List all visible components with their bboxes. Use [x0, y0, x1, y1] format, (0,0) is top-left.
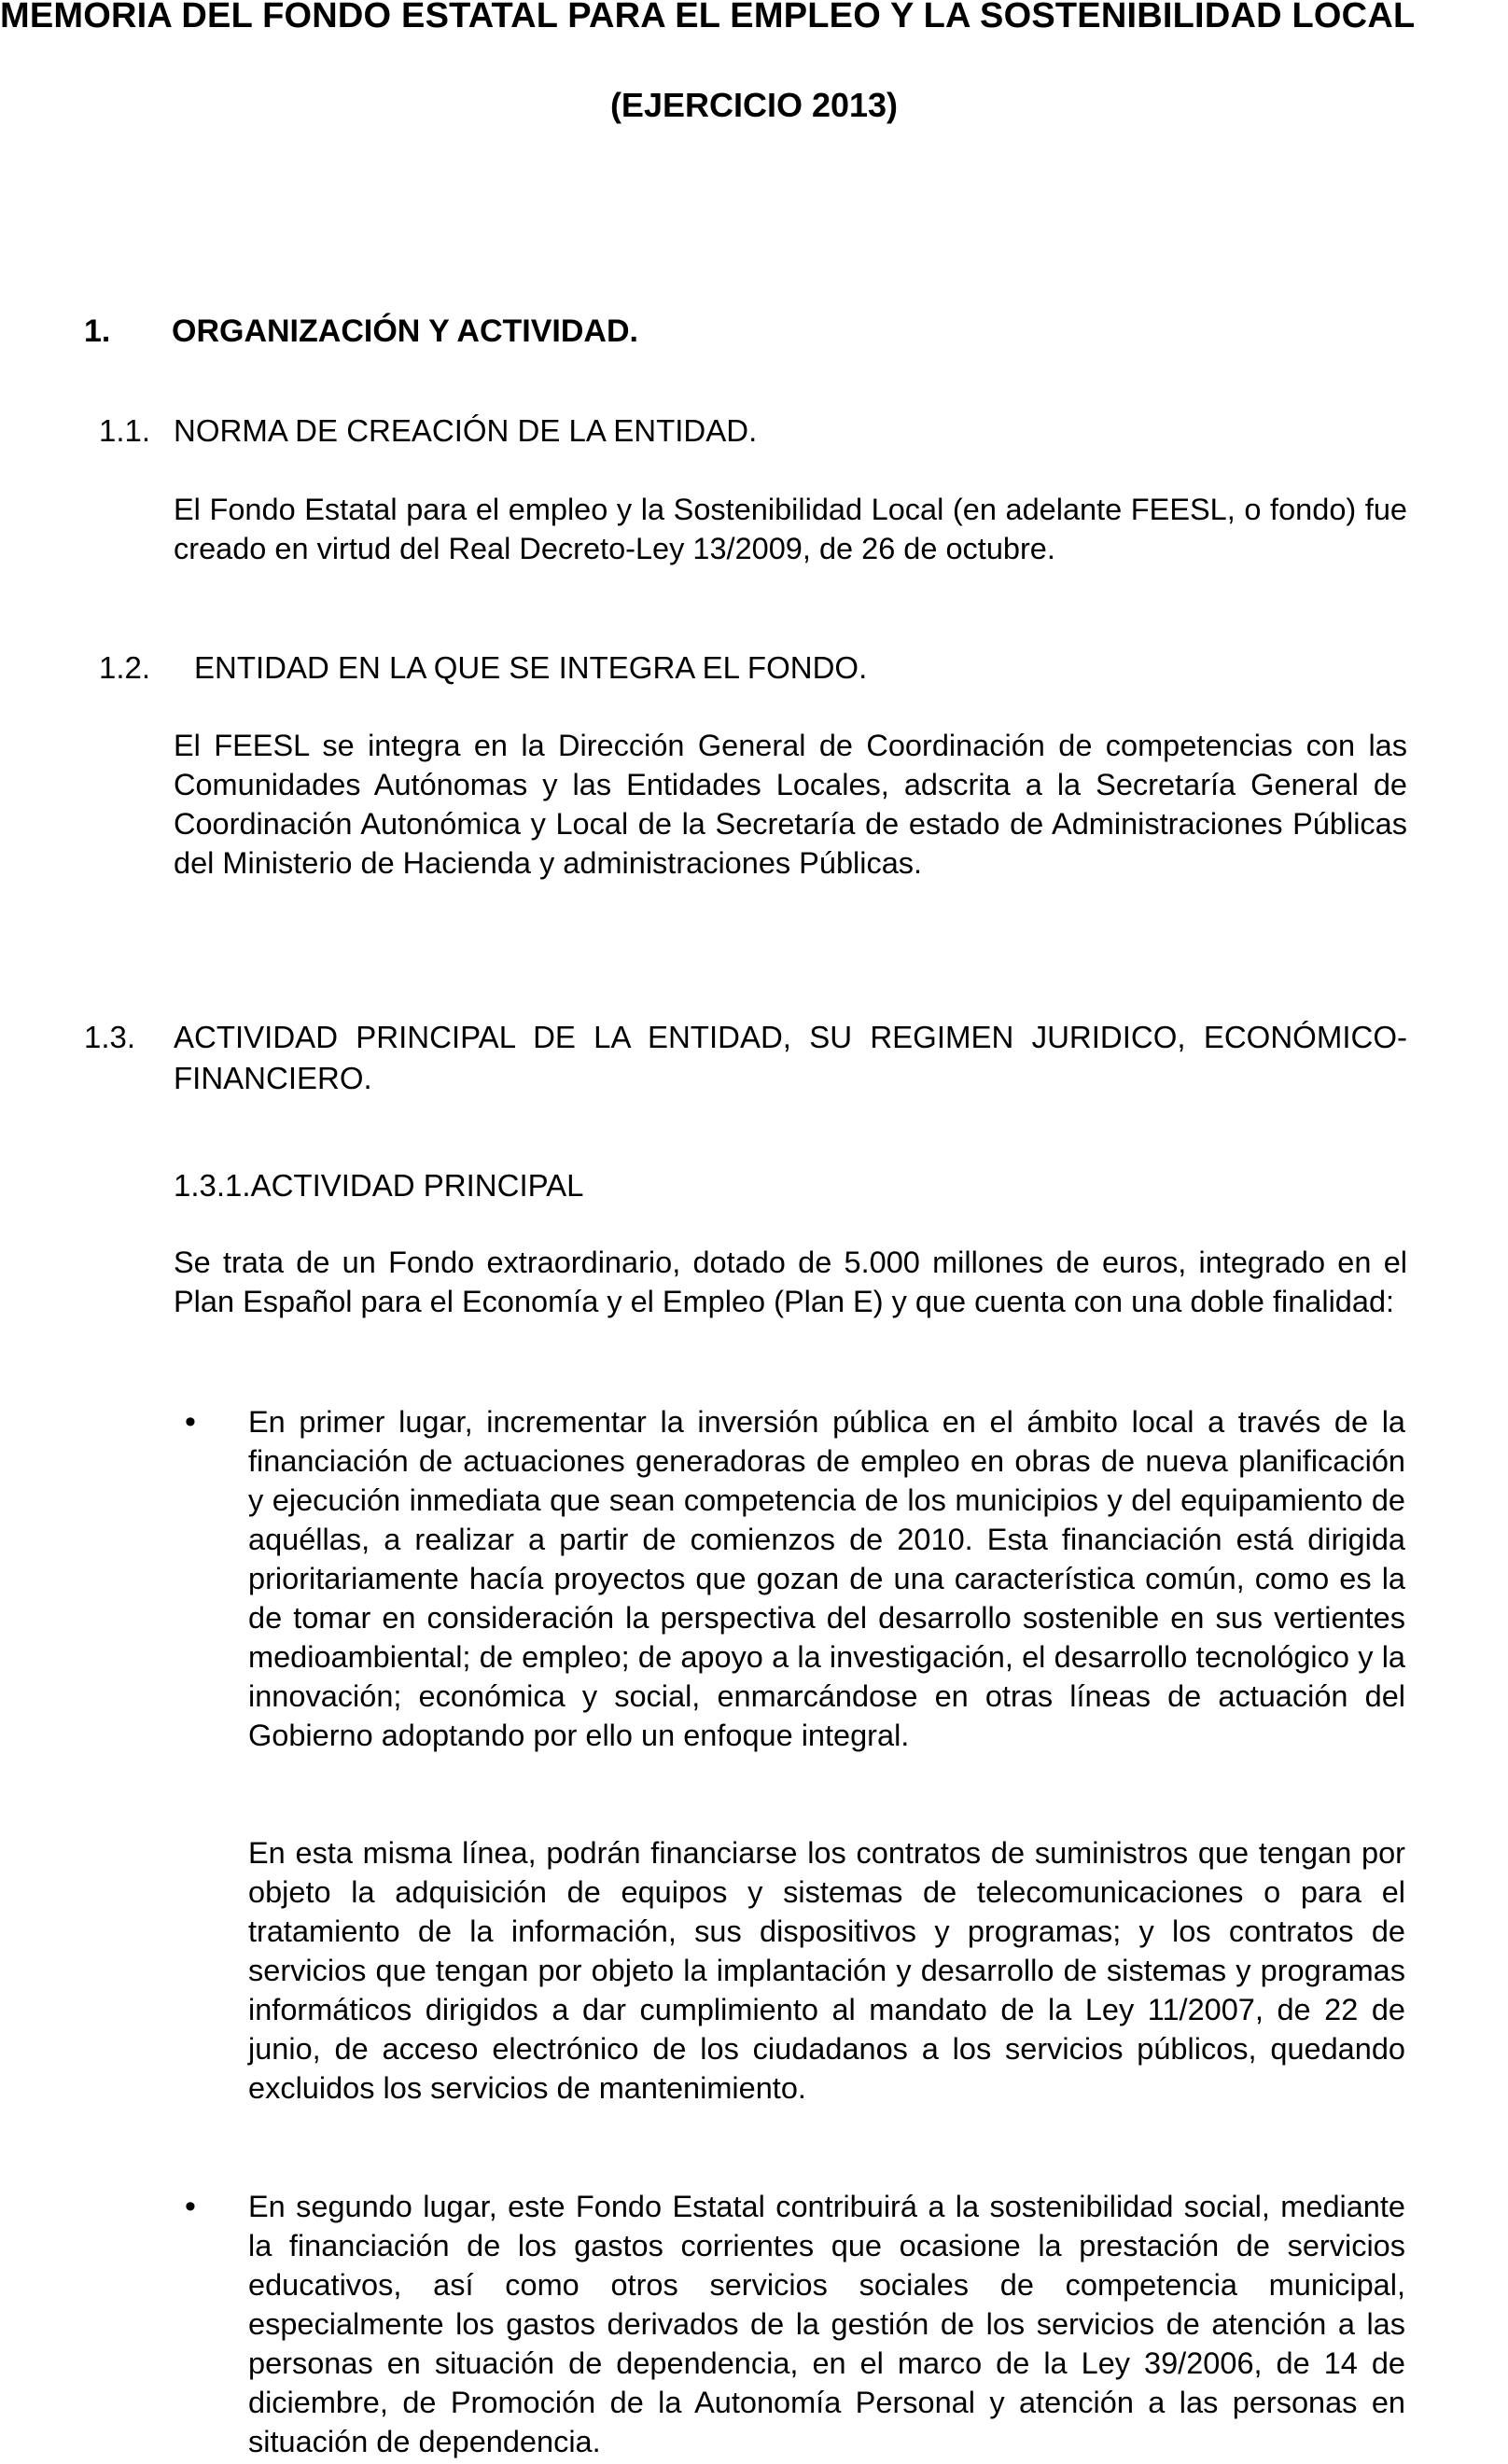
section-1-3-1-number: 1.3.1.	[174, 1168, 251, 1203]
bullet-1-marker: •	[185, 1404, 196, 1440]
section-1-2-number: 1.2.	[99, 650, 151, 685]
section-1-title: ORGANIZACIÓN Y ACTIVIDAD.	[172, 313, 638, 349]
section-1-3-1-title: ACTIVIDAD PRINCIPAL	[250, 1168, 584, 1203]
section-1-3-number: 1.3.	[84, 1020, 136, 1054]
section-1-1-heading	[99, 413, 757, 449]
section-1-number: 1.	[84, 313, 111, 349]
bullet-1-continuation: En esta misma línea, podrán financiarse los contratos de suministros que tengan por objeto la adquisición de equipos y sistemas de telecomunicaciones o para el tratamiento de la información, sus dispositivos y programas; y los contratos de servicios que tengan por objeto la implantación y desarrollo de sistemas y programas informáticos dirigidos a dar cumplimiento al mandato de la Ley 11/2007, de 22 de junio, de acceso electrónico de los ciudadanos a los servicios públicos, quedando excluidos los servicios de mantenimiento.	[248, 1836, 1405, 2105]
section-1-2-title: ENTIDAD EN LA QUE SE INTEGRA EL FONDO.	[194, 650, 868, 685]
section-1-3-1-heading	[174, 1168, 584, 1204]
section-1-3-title: ACTIVIDAD PRINCIPAL DE LA ENTIDAD, SU REGIMEN JURIDICO, ECONÓMICO-FINANCIERO.	[174, 1020, 1407, 1095]
section-1-2-paragraph: El FEESL se integra en la Dirección General de Coordinación de competencias con las Comunidades Autónomas y las Entidades Locales, adscrita a la Secretaría General de Coordinación Autonómica y Local de la Secretaría de estado de Administraciones Públicas del Ministerio de Hacienda y administraciones Públicas.	[174, 729, 1407, 880]
section-1-3-heading	[84, 1017, 1407, 1099]
bullet-1-text: En primer lugar, incrementar la inversión pública en el ámbito local a través de la financiación de actuaciones generadoras de empleo en obras de nueva planificación y ejecución inmediata que sean competencia de los municipios y del equipamiento de aquéllas, a realizar a partir de comienzos de 2010. Esta financiación está dirigida prioritariamente hacía proyectos que gozan de una característica común, como es la de tomar en consideración la perspectiva del desarrollo sostenible en sus vertientes medioambiental; de empleo; de apoyo a la investigación, el desarrollo tecnológico y la innovación; económica y social, enmarcándose en otras líneas de actuación del Gobierno adoptando por ello un enfoque integral.	[248, 1405, 1405, 1752]
bullet-2-text: En segundo lugar, este Fondo Estatal contribuirá a la sostenibilidad social, mediante la financiación de los gastos corrientes que ocasione la prestación de servicios educativos, así como otros servicios sociales de competencia municipal, especialmente los gastos derivados de la gestión de los servicios de atención a las personas en situación de dependencia, en el marco de la Ley 39/2006, de 14 de diciembre, de Promoción de la Autonomía Personal y atención a las personas en situación de dependencia.	[248, 2190, 1405, 2458]
section-1-1-paragraph: El Fondo Estatal para el empleo y la Sostenibilidad Local (en adelante FEESL, o fondo) fue creado en virtud del Real Decreto-Ley 13/2009, de 26 de octubre.	[174, 493, 1407, 565]
section-1-3-1-paragraph: Se trata de un Fondo extraordinario, dotado de 5.000 millones de euros, integrado en el Plan Español para el Economía y el Empleo (Plan E) y que cuenta con una doble finalidad:	[174, 1246, 1407, 1318]
section-1-2-heading	[99, 650, 867, 686]
document-subtitle: (EJERCICIO 2013)	[609, 86, 899, 124]
section-1-1-number: 1.1.	[99, 413, 151, 448]
document-title: MEMORIA DEL FONDO ESTATAL PARA EL EMPLEO Y LA SOSTENIBILIDAD LOCAL	[0, 0, 1416, 35]
bullet-2-marker: •	[185, 2189, 196, 2224]
section-1-heading	[84, 313, 638, 350]
section-1-1-title: NORMA DE CREACIÓN DE LA ENTIDAD.	[174, 413, 758, 448]
